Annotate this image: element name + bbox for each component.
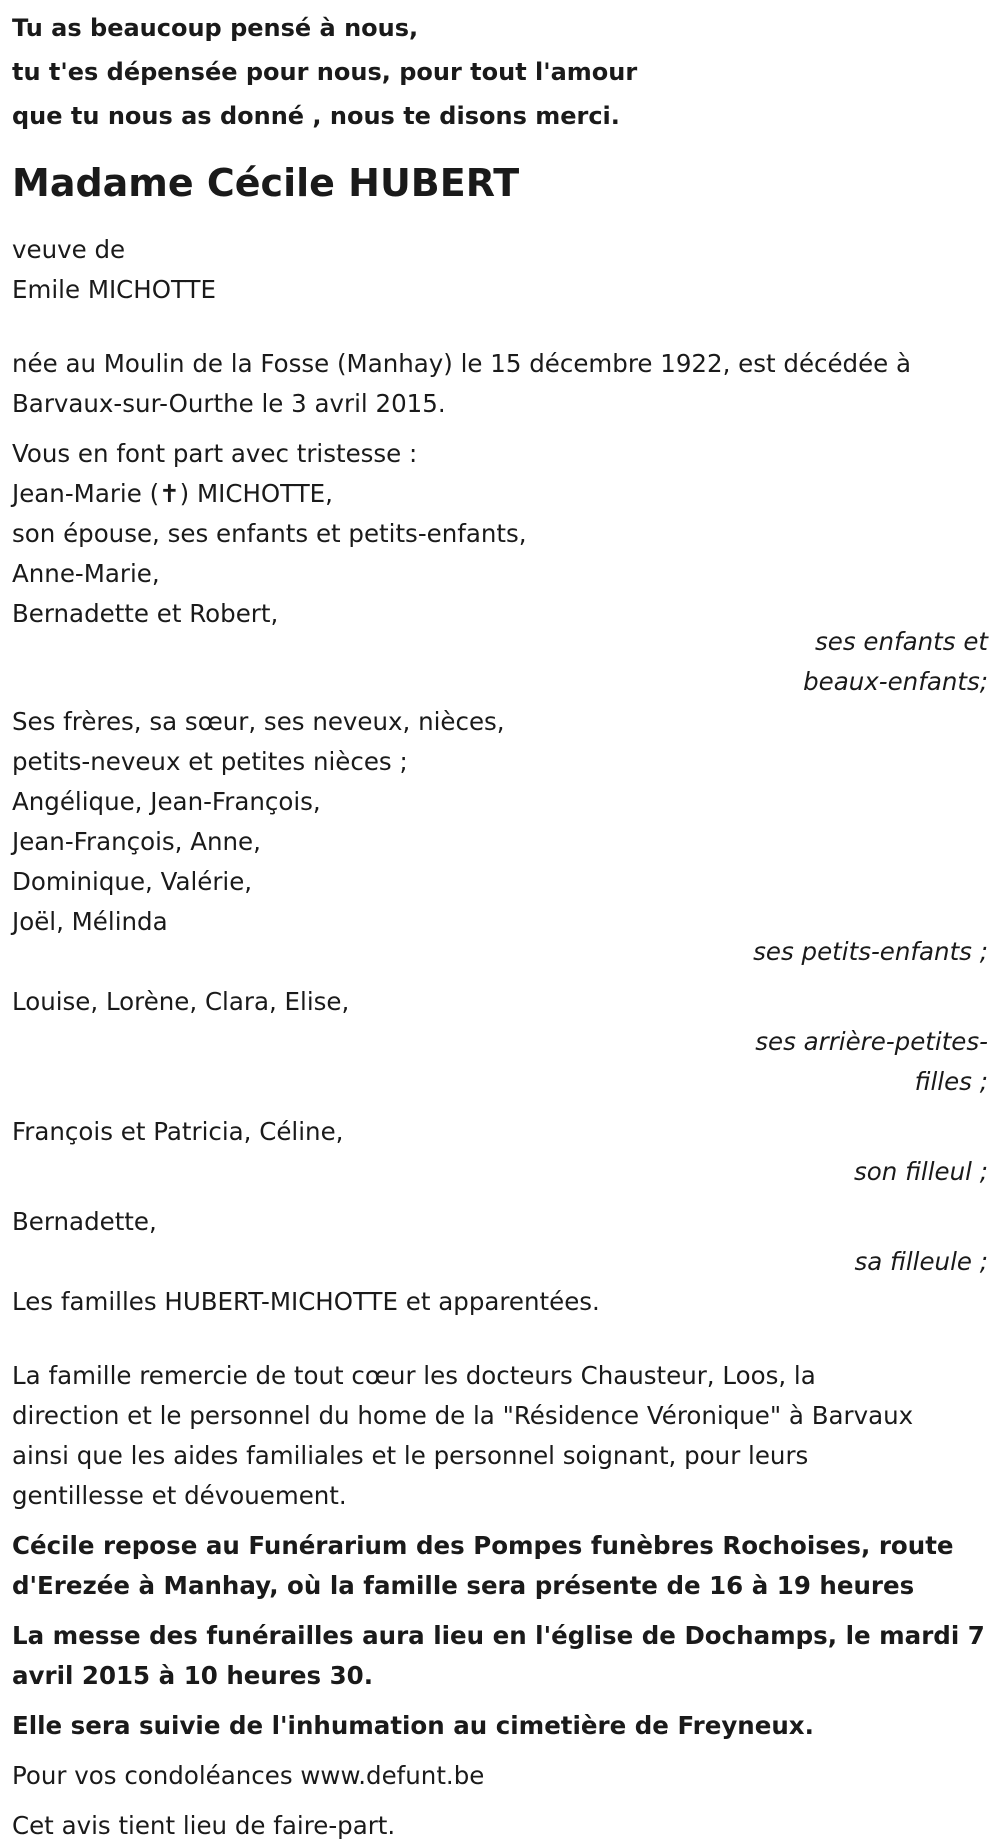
great-grandchildren-role: ses arrière-petites-: [755, 1027, 988, 1056]
godson-line: François et Patricia, Céline,: [12, 1117, 344, 1146]
thanks-line: ainsi que les aides familiales et le personnel soignant, pour leurs: [12, 1441, 809, 1470]
widow-label: veuve de: [12, 235, 126, 264]
condolences-line: Pour vos condoléances www.defunt.be: [12, 1761, 485, 1790]
thanks-line: La famille remercie de tout cœur les docteurs Chausteur, Loos, la: [12, 1361, 816, 1390]
grandchildren-role: ses petits-enfants ;: [753, 937, 988, 966]
children-role: beaux-enfants;: [803, 667, 988, 696]
children-role: ses enfants et: [815, 627, 988, 656]
birth-death-line: née au Moulin de la Fosse (Manhay) le 15 décembre 1922, est décédée à: [12, 349, 912, 378]
intro-line: tu t'es dépensée pour nous, pour tout l'amour: [12, 58, 638, 86]
deceased-name: Madame Cécile HUBERT: [12, 161, 520, 205]
siblings-line: Ses frères, sa sœur, ses neveux, nièces,: [12, 707, 505, 736]
rest-line: d'Erezée à Manhay, où la famille sera présente de 16 à 19 heures: [12, 1571, 915, 1600]
mass-line: avril 2015 à 10 heures 30.: [12, 1661, 374, 1690]
grandchildren-line: Angélique, Jean-François,: [12, 787, 321, 816]
children-line: Bernadette et Robert,: [12, 599, 279, 628]
children-line: son épouse, ses enfants et petits-enfants,: [12, 519, 527, 548]
goddaughter-line: Bernadette,: [12, 1207, 157, 1236]
children-line: Jean-Marie (✝) MICHOTTE,: [12, 479, 333, 508]
goddaughter-role: sa filleule ;: [854, 1247, 988, 1276]
thanks-line: gentillesse et dévouement.: [12, 1481, 347, 1510]
great-grandchildren-role: filles ;: [914, 1067, 988, 1096]
spouse-name: Emile MICHOTTE: [12, 275, 216, 304]
thanks-line: direction et le personnel du home de la "Résidence Véronique" à Barvaux: [12, 1401, 914, 1430]
godson-role: son filleul ;: [854, 1157, 988, 1186]
grandchildren-line: Joël, Mélinda: [12, 907, 168, 936]
mass-line: La messe des funérailles aura lieu en l'église de Dochamps, le mardi 7: [12, 1621, 985, 1650]
announce-line: Vous en font part avec tristesse :: [12, 439, 418, 468]
grandchildren-line: Dominique, Valérie,: [12, 867, 253, 896]
great-grandchildren-line: Louise, Lorène, Clara, Elise,: [12, 987, 350, 1016]
children-line: Anne-Marie,: [12, 559, 160, 588]
siblings-line: petits-neveux et petites nièces ;: [12, 747, 408, 776]
intro-line: que tu nous as donné , nous te disons merci.: [12, 102, 620, 130]
rest-line: Cécile repose au Funérarium des Pompes funèbres Rochoises, route: [12, 1531, 954, 1560]
grandchildren-line: Jean-François, Anne,: [12, 827, 261, 856]
families-line: Les familles HUBERT-MICHOTTE et apparentées.: [12, 1287, 600, 1316]
birth-death-line: Barvaux-sur-Ourthe le 3 avril 2015.: [12, 389, 446, 418]
burial-line: Elle sera suivie de l'inhumation au cimetière de Freyneux.: [12, 1711, 814, 1740]
notice-line: Cet avis tient lieu de faire-part.: [12, 1811, 396, 1840]
intro-poem: [12, 6, 988, 138]
intro-line: Tu as beaucoup pensé à nous,: [12, 14, 419, 42]
